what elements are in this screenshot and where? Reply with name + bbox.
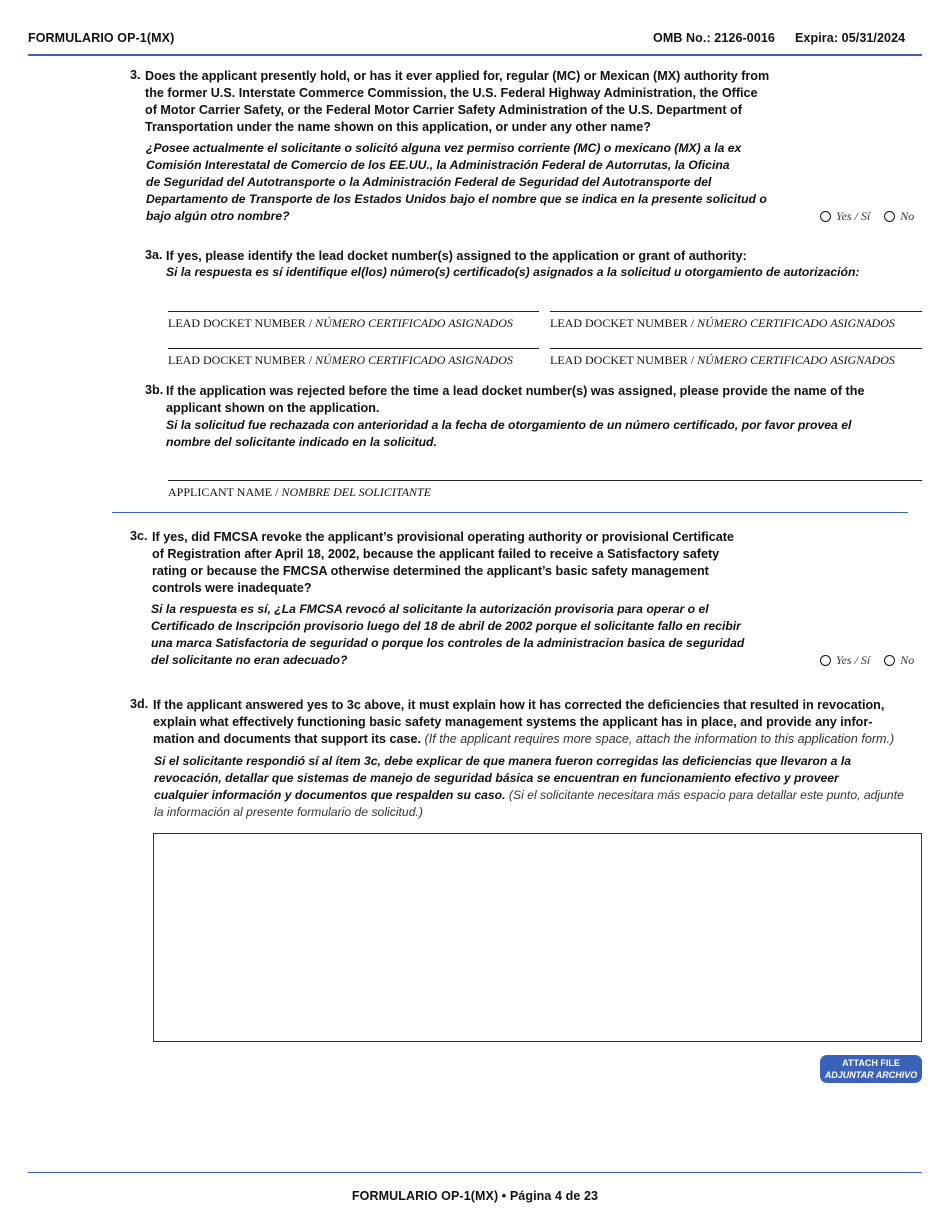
q3-text-en: Does the applicant presently hold, or has it ever applied for, regular (MC) or Mexican (MX) authority from the former U.S. Interstate Commerce Commission, the U.S. Federal Highway Administration, the Office of Motor Carrier Safety, or the Federal Motor Carrier Safety Administration of the U.S. Department of Transportation under the name shown on this application, or under any other name? (145, 69, 770, 134)
attach-file-button[interactable] (820, 1055, 922, 1083)
q3d-note-en: (If the applicant requires more space, attach the information to this application form.) (421, 732, 895, 746)
docket-3-label: LEAD DOCKET NUMBER / NÚMERO CERTIFICADO ASIGNADOS (168, 353, 513, 367)
q3c-number: 3c. (130, 529, 148, 543)
q3d-note-es: (Si el solicitante necesitara más espacio para detallar este punto, adjunte (505, 788, 904, 802)
q3c-no-radio[interactable] (884, 655, 895, 666)
q3c-radio-group (820, 653, 922, 668)
q3a-number: 3a. (145, 248, 163, 262)
q3c-text-es: Si la respuesta es sí, ¿La FMCSA revocó al solicitante la autorización provisoria para operar o el Certificado de Inscripción provisorio luego del 18 de abril de 2002 porque el solicitante fallo en recibir una marca Satisfactoria de seguridad o porque los controles de la administracion basica de seguridad del solicitante no eran adecuado? (151, 602, 745, 667)
docket-2-line[interactable] (550, 311, 922, 312)
q3c-yes-label: Yes / Sí (836, 653, 871, 667)
q3-no-label: No (900, 209, 915, 223)
footer-rule (28, 1172, 922, 1173)
header-rule (28, 54, 922, 56)
q3c-yes-radio[interactable] (820, 655, 831, 666)
q3b-text-es: Si la solicitud fue rechazada con anterioridad a la fecha de otorgamiento de un número certificado, por favor provea el nombre del solicitante indicado en la solicitud. (166, 418, 852, 449)
q3-radio-group (820, 209, 922, 224)
q3-yes-radio[interactable] (820, 211, 831, 222)
attach-file-label-es: ADJUNTAR ARCHIVO (824, 1070, 918, 1080)
omb-number: OMB No.: 2126-0016 (653, 31, 775, 45)
q3-number: 3. (130, 68, 141, 82)
docket-3-line[interactable] (168, 348, 539, 349)
q3b-number: 3b. (145, 383, 164, 397)
q3-text-es: ¿Posee actualmente el solicitante o solicitó alguna vez permiso corriente (MC) o mexicano (MX) a la ex Comisión Interestatal de Comercio de los EE.UU., la Administración Federal de Autorrutas, la Oficina de Seguridad del Autotransporte o la Administración Federal de Seguridad del Autotransporte del Departamento de Transporte de los Estados Unidos bajo el nombre que se indica en la presente solicitud o bajo algún otro nombre? (146, 141, 767, 223)
explanation-textbox[interactable] (153, 833, 922, 1042)
q3d-number: 3d. (130, 697, 149, 711)
q3a-text-en: If yes, please identify the lead docket number(s) assigned to the application or grant of authority: (166, 249, 747, 263)
applicant-name-label: APPLICANT NAME / NOMBRE DEL SOLICITANTE (168, 485, 432, 499)
docket-4-line[interactable] (550, 348, 922, 349)
docket-1-label: LEAD DOCKET NUMBER / NÚMERO CERTIFICADO ASIGNADOS (168, 316, 513, 330)
attach-file-label-en: ATTACH FILE (842, 1058, 900, 1068)
q3c-text-en: If yes, did FMCSA revoke the applicant’s provisional operating authority or provisional Certificate of Registration after April 18, 2002, because the applicant failed to receive a Satisfactory safety rating or because the FMCSA otherwise determined the applicant’s basic safety management controls were inadequate? (152, 530, 734, 595)
docket-2-label: LEAD DOCKET NUMBER / NÚMERO CERTIFICADO ASIGNADOS (550, 316, 895, 330)
docket-1-line[interactable] (168, 311, 539, 312)
q3-no-radio[interactable] (884, 211, 895, 222)
q3c-no-label: No (900, 653, 915, 667)
docket-4-label: LEAD DOCKET NUMBER / NÚMERO CERTIFICADO ASIGNADOS (550, 353, 895, 367)
q3d-text-en: If the applicant answered yes to 3c above, it must explain how it has corrected the deficiencies that resulted in revocation, explain what effectively functioning basic safety management systems the applicant has in place, and provide any infor- mation and documents that support its case. (If the applicant requires more space, attach the information to this application form.) (153, 698, 895, 746)
section-divider (112, 512, 908, 513)
applicant-name-line[interactable] (168, 480, 922, 481)
q3a-text-es: Si la respuesta es sí identifique el(los) número(s) certificado(s) asignados a la solicitud u otorgamiento de autorización: (166, 265, 860, 279)
q3d-text-es: Si el solicitante respondió sí al ítem 3c, debe explicar de que manera fueron corregidas las deficiencias que llevaron a la revocación, detallar que sistemas de manejo de seguridad básica se encuentran en funcionamiento efectivo y proveer cualquier información y documentos que respalden su caso. (Si el solicitante necesitara más espacio para detallar este punto, adjunte la información al presente formulario de solicitud.) (154, 754, 904, 819)
q3-yes-label: Yes / Sí (836, 209, 871, 223)
expiration-date: Expira: 05/31/2024 (795, 31, 906, 45)
form-title: FORMULARIO OP-1(MX) (28, 31, 175, 45)
page-footer: FORMULARIO OP-1(MX) • Página 4 de 23 (351, 1189, 599, 1203)
q3b-text-en: If the application was rejected before the time a lead docket number(s) was assigned, please provide the name of the applicant shown on the application. (166, 384, 865, 415)
